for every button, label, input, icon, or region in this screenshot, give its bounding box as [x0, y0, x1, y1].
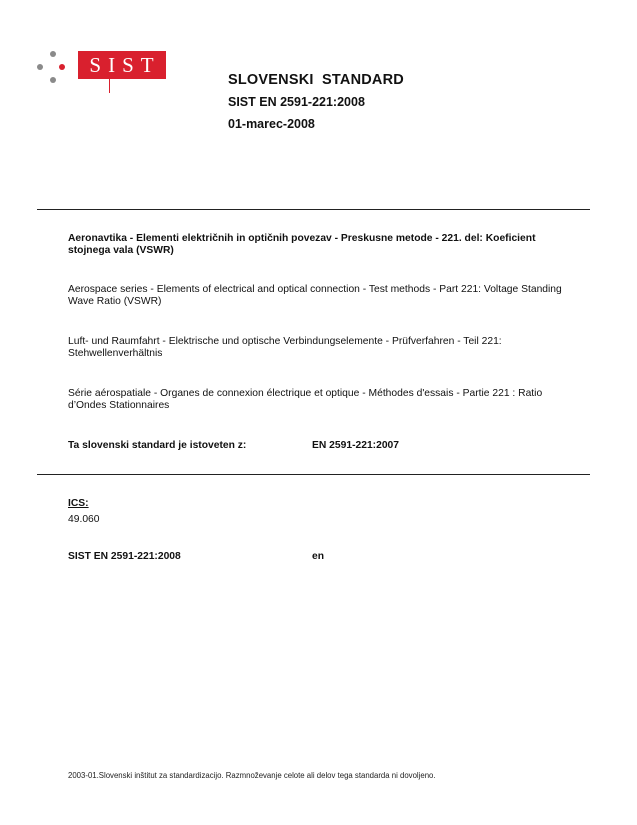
ics-value: 49.060: [68, 514, 100, 525]
title-english: Aerospace series - Elements of electrical and optical connection - Test methods - Part 221: Voltage Standing Wave Ratio (VSWR): [68, 284, 562, 307]
bottom-divider: [37, 474, 590, 475]
ics-label: ICS:: [68, 498, 89, 509]
title-french: Série aérospatiale - Organes de connexion électrique et optique - Méthodes d'essais - Partie 221 : Ratio d’Ondes Stationnaires: [68, 388, 543, 411]
identical-label: Ta slovenski standard je istoveten z:: [68, 440, 247, 451]
document-type-title: SLOVENSKI STANDARD: [228, 72, 404, 88]
sist-logo: SIST: [78, 51, 166, 79]
publication-date: 01-marec-2008: [228, 117, 315, 131]
identical-value: EN 2591-221:2007: [312, 440, 400, 451]
logo-divider: [109, 79, 110, 93]
top-divider: [37, 209, 590, 210]
standard-number: SIST EN 2591-221:2008: [228, 95, 365, 109]
title-german: Luft- und Raumfahrt - Elektrische und optische Verbindungselemente - Prüfverfahren - Teil 221: Stehwellenverhältnis: [68, 336, 502, 359]
title-slovenian: Aeronavtika - Elementi električnih in optičnih povezav - Preskusne metode - 221. del: Koeficient stojnega vala (VSWR): [68, 233, 536, 256]
bottom-standard-number: SIST EN 2591-221:2008: [68, 551, 181, 562]
logo-dots-icon: [36, 50, 66, 84]
copyright-footer: 2003-01.Slovenski inštitut za standardizacijo. Razmnoževanje celote ali delov tega standarda ni dovoljeno.: [68, 771, 436, 780]
language-code: en: [312, 551, 325, 562]
